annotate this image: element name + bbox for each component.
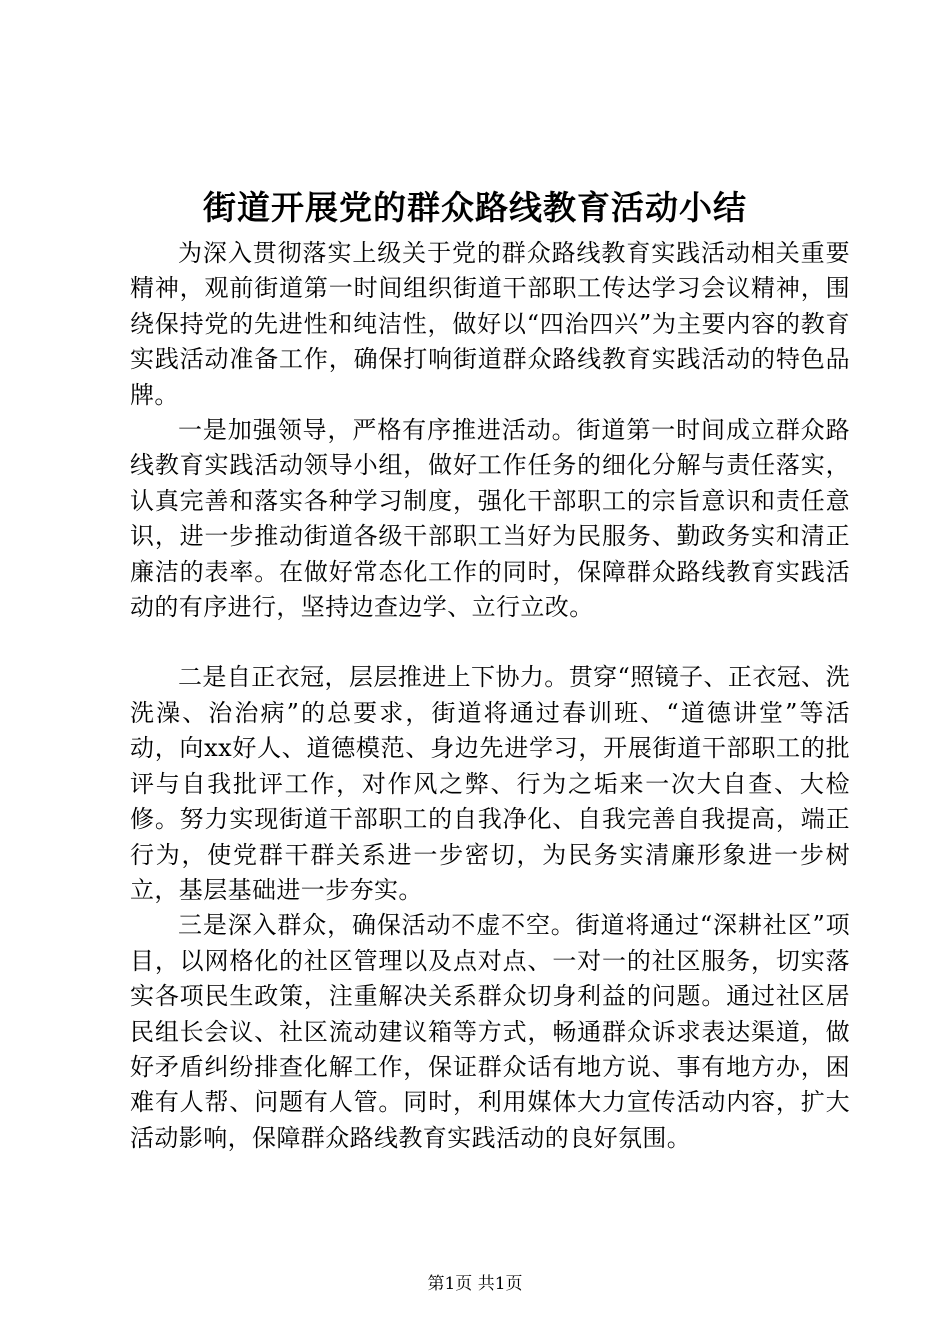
document-body: [130, 236, 850, 1156]
paragraph-masses: 三是深入群众，确保活动不虚不空。街道将通过“深耕社区”项目，以网格化的社区管理以及点对点、一对一的社区服务，切实落实各项民生政策，注重解决关系群众切身利益的问题。通过社区居民组长会议、社区流动建议箱等方式，畅通群众诉求表达渠道，做好矛盾纠纷排查化解工作，保证群众话有地方说、事有地方办，困难有人帮、问题有人管。同时，利用媒体大力宣传活动内容，扩大活动影响，保障群众路线教育实践活动的良好氛围。: [130, 911, 850, 1152]
paragraph-self-correction: 二是自正衣冠，层层推进上下协力。贯穿“照镜子、正衣冠、洗洗澡、治治病”的总要求，街道将通过春训班、“道德讲堂”等活动，向xx好人、道德模范、身边先进学习，开展街道干部职工的批评与自我批评工作，对作风之弊、行为之垢来一次大自查、大检修。努力实现街道干部职工的自我净化、自我完善自我提高，端正行为，使党群干群关系进一步密切，为民务实清廉形象进一步树立，基层基础进一步夯实。: [130, 663, 850, 904]
page-footer: 第1页 共1页: [427, 1274, 523, 1294]
paragraph-leadership: 一是加强领导，严格有序推进活动。街道第一时间成立群众路线教育实践活动领导小组，做好工作任务的细化分解与责任落实，认真完善和落实各种学习制度，强化干部职工的宗旨意识和责任意识，进一步推动街道各级干部职工当好为民服务、勤政务实和清正廉洁的表率。在做好常态化工作的同时，保障群众路线教育实践活动的有序进行，坚持边查边学、立行立改。: [130, 416, 850, 622]
document-title: 街道开展党的群众路线教育活动小结: [203, 188, 747, 227]
intro-paragraph: 为深入贯彻落实上级关于党的群众路线教育实践活动相关重要精神，观前街道第一时间组织街道干部职工传达学习会议精神，围绕保持党的先进性和纯洁性，做好以“四治四兴”为主要内容的教育实践活动准备工作，确保打响街道群众路线教育实践活动的特色品牌。: [130, 239, 850, 409]
